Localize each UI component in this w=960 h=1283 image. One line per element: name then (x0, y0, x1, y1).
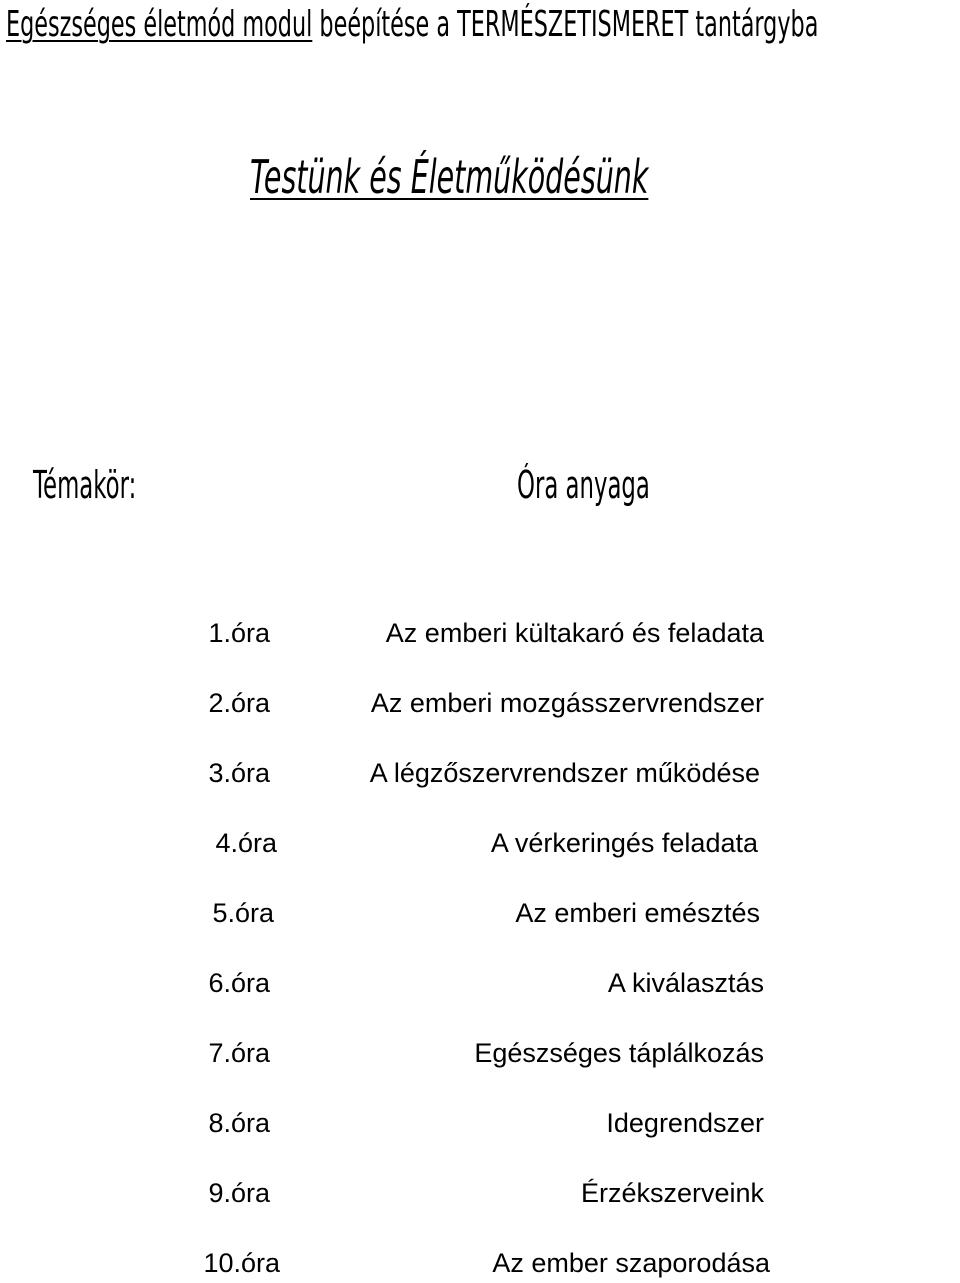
lesson-row (0, 753, 960, 793)
lesson-topic: Idegrendszer (606, 1108, 764, 1138)
lesson-topic: Az emberi mozgásszervrendszer (370, 688, 764, 718)
lesson-row (0, 1033, 960, 1073)
lesson-number: 2.óra (208, 688, 270, 718)
lesson-number: 1.óra (208, 618, 270, 648)
lesson-number: 5.óra (212, 898, 274, 928)
lesson-number: 3.óra (208, 758, 270, 788)
lesson-number: 4.óra (215, 828, 277, 858)
lesson-row (0, 963, 960, 1003)
lesson-row (0, 683, 960, 723)
lesson-row (0, 1243, 960, 1283)
header-subject-text: beépítése a TERMÉSZETISMERET tantárgyba (319, 4, 819, 45)
lesson-row (0, 613, 960, 653)
document-subtitle: Testünk és Életműködésünk (250, 150, 649, 204)
header-module-name: Egészséges életmód modul (6, 4, 313, 45)
lesson-topic: Érzékszerveink (580, 1178, 764, 1208)
lesson-row (0, 1103, 960, 1143)
topic-column-label: Témakör: (33, 463, 137, 507)
lesson-number: 7.óra (208, 1038, 270, 1068)
lesson-topic: Az ember szaporodása (492, 1248, 770, 1278)
lesson-row (0, 893, 960, 933)
lesson-row (0, 1173, 960, 1213)
material-column-label: Óra anyaga (517, 463, 650, 507)
lesson-number: 8.óra (208, 1108, 270, 1138)
lesson-topic: A légzőszervrendszer működése (369, 758, 760, 788)
lesson-topic: Az emberi emésztés (515, 898, 760, 928)
lesson-topic: A vérkeringés feladata (490, 828, 758, 858)
lesson-row (0, 823, 960, 863)
lesson-number: 10.óra (203, 1248, 280, 1278)
lesson-topic: Egészséges táplálkozás (474, 1038, 764, 1068)
lesson-topic: Az emberi kültakaró és feladata (385, 618, 764, 648)
lesson-number: 6.óra (208, 968, 270, 998)
lesson-topic: A kiválasztás (607, 968, 764, 998)
document-header (6, 4, 818, 45)
lesson-number: 9.óra (208, 1178, 270, 1208)
